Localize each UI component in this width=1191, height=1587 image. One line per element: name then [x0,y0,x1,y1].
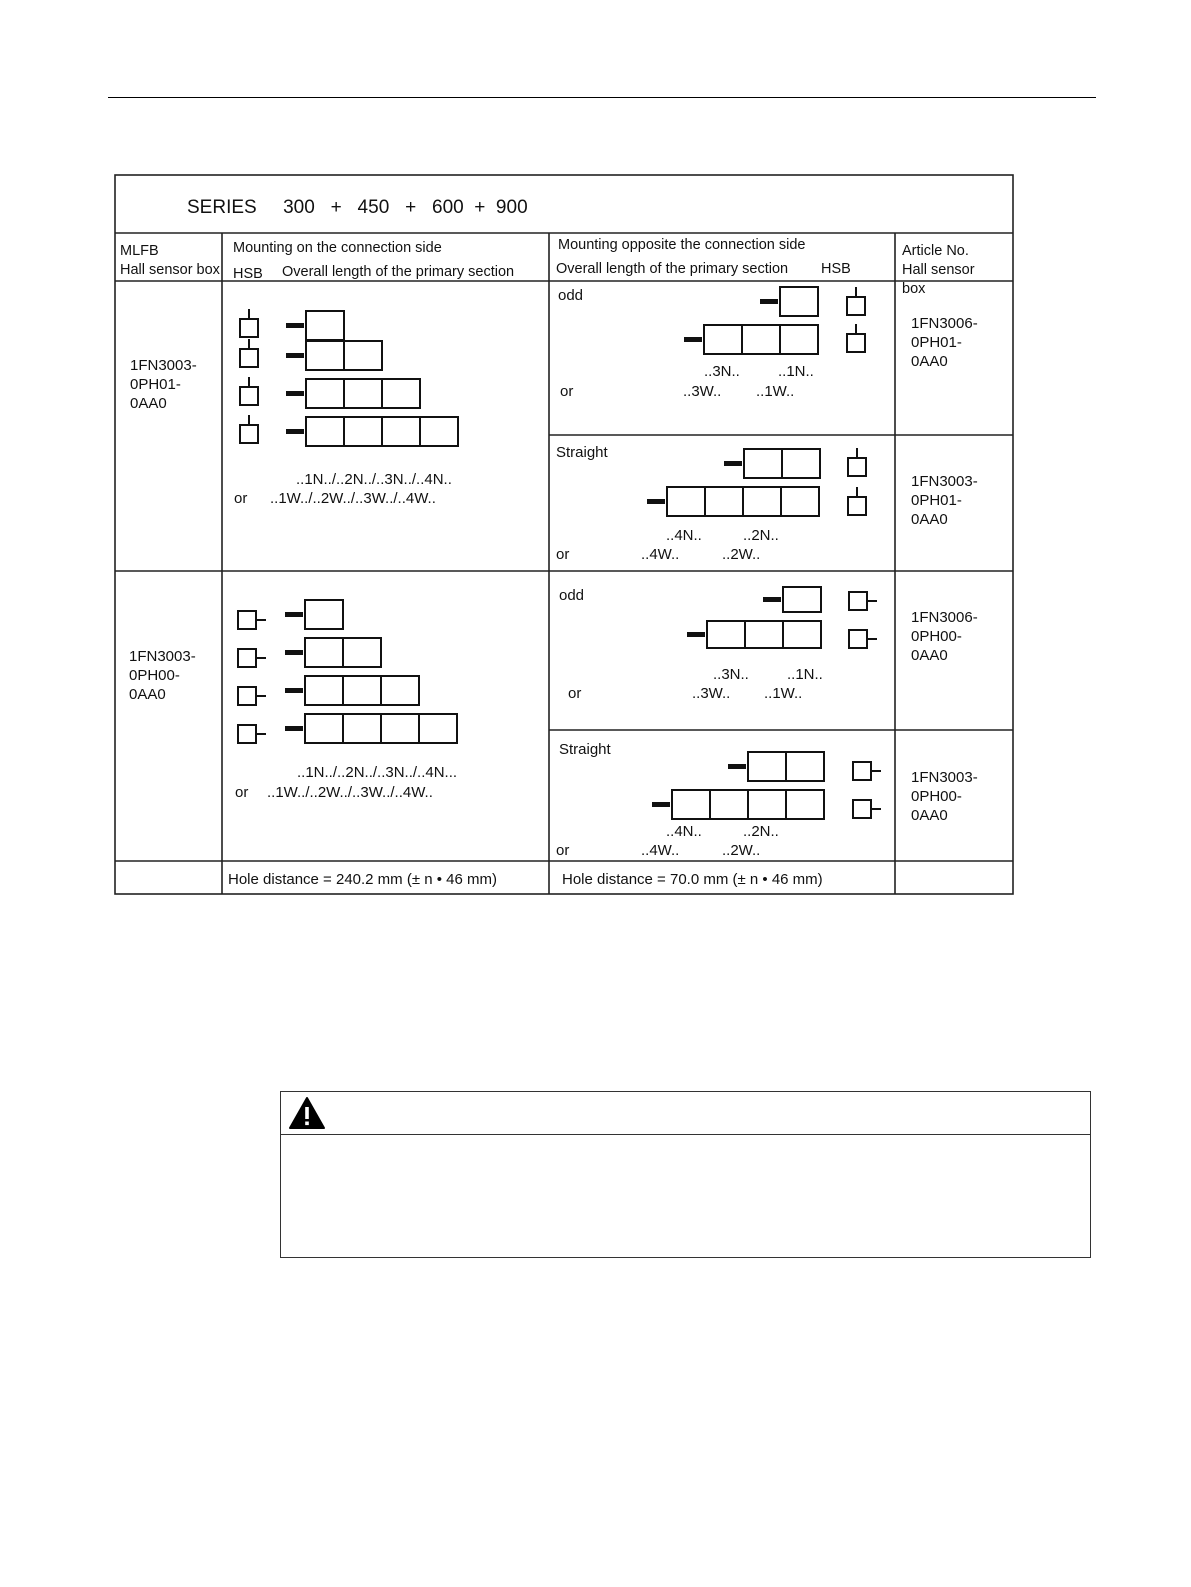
row2-conn-primary-2-segment [343,638,381,667]
row2-straight-primary-2-segment [748,752,786,781]
row1-straight-primary-4-segment [781,487,819,516]
header-mlfb: MLFB [120,243,159,259]
header-hsb-left: HSB [233,266,263,282]
row1-straight-code-4n: ..4N.. [666,527,702,544]
row2-odd-primary-3-plug [687,632,705,637]
row1-conn-hsb-1-box [240,319,258,337]
row1-odd-article-1: 1FN3006- [911,315,978,332]
row2-odd-label: odd [559,587,585,604]
row2-odd-article-2: 0PH00- [911,628,962,645]
row1-odd-code-3n: ..3N.. [704,363,740,380]
row1-odd-primary-3-segment [704,325,742,354]
row1-odd-primary-1-plug [760,299,778,304]
row1-odd-primary-3-segment [780,325,818,354]
row1-conn-hsb-2-box [240,349,258,367]
row2-mlfb-line2: 0PH00- [129,667,180,684]
row2-conn-codes-n: ..1N../..2N../..3N../..4N... [297,764,458,781]
row1-straight-primary-2-plug [724,461,742,466]
row2-odd-primary-1-plug [763,597,781,602]
row1-conn-codes-n: ..1N../..2N../..3N../..4N.. [296,471,452,488]
row2-odd-article-3: 0AA0 [911,647,948,664]
row2-straight-code-4n: ..4N.. [666,823,702,840]
table-grid [115,175,1013,894]
header-hsb-right: HSB [821,261,851,277]
hole-distance-opposite: Hole distance = 70.0 mm (± n • 46 mm) [562,871,823,888]
row2-straight-article-3: 0AA0 [911,807,948,824]
row2-odd-or: or [568,685,582,702]
row1-conn-primary-3-plug [286,391,304,396]
row2-conn-primary-4-plug [285,726,303,731]
row1-conn-primary-4-segment [382,417,420,446]
row1-odd-code-1w: ..1W.. [756,383,795,400]
header-article-no: Article No. [902,243,969,259]
row1-conn-or: or [234,490,248,507]
row2-odd-code-3w: ..3W.. [692,685,731,702]
row1-straight-primary-4-segment [705,487,743,516]
row1-conn-hsb-4-box [240,425,258,443]
row2-conn-primary-3-plug [285,688,303,693]
header-hall-sensor-box: Hall sensor box [120,262,220,278]
row2-conn-primary-3-segment [305,676,343,705]
row2-mlfb-line1: 1FN3003- [129,648,196,665]
header-hall-sensor: Hall sensor [902,262,975,278]
row1-straight-primary-4-segment [667,487,705,516]
row1-straight-hsb-2-box [848,458,866,476]
row1-straight-hsb-4-box [848,497,866,515]
row2-conn-primary-3-segment [343,676,381,705]
row1-odd-label: odd [558,287,584,304]
row2-conn-or: or [235,784,249,801]
row1-odd-article-2: 0PH01- [911,334,962,351]
row2-straight-or: or [556,842,570,859]
row2-conn-primary-4-segment [381,714,419,743]
row1-odd-primary-1-segment [780,287,818,316]
row1-odd-primary-3-segment [742,325,780,354]
row2-conn-primary-1-plug [285,612,303,617]
row1-straight-article-1: 1FN3003- [911,473,978,490]
row2-conn-primary-1-segment [305,600,343,629]
row2-odd-code-1w: ..1W.. [764,685,803,702]
row1-conn-codes-w: ..1W../..2W../..3W../..4W.. [270,490,436,507]
row1-conn-primary-4-segment [344,417,382,446]
row1-conn-primary-1-segment [306,311,344,340]
row2-straight-primary-4-segment [710,790,748,819]
row2-straight-primary-4-segment [672,790,710,819]
row2-conn-primary-2-segment [305,638,343,667]
row2-conn-hsb-3-box [238,687,256,705]
row1-straight-code-2w: ..2W.. [722,546,761,563]
row1-odd-primary-3-plug [684,337,702,342]
row2-straight-hsb-2-box [853,762,871,780]
row2-conn-primary-3-segment [381,676,419,705]
row2-straight-hsb-4-box [853,800,871,818]
row2-straight-label: Straight [559,741,611,758]
row2-odd-hsb-1-box [849,592,867,610]
row2-straight-primary-4-segment [748,790,786,819]
row1-conn-primary-2-segment [344,341,382,370]
warning-body [281,1135,1090,1258]
warning-header [281,1092,1090,1135]
row2-odd-primary-3-segment [783,621,821,648]
row2-conn-codes-w: ..1W../..2W../..3W../..4W.. [267,784,433,801]
hole-distance-connection: Hole distance = 240.2 mm (± n • 46 mm) [228,871,498,888]
row2-straight-primary-2-segment [786,752,824,781]
row1-straight-code-2n: ..2N.. [743,527,779,544]
row1-straight-primary-2-segment [744,449,782,478]
row2-straight-primary-4-segment [786,790,824,819]
row1-straight-primary-2-segment [782,449,820,478]
header-box: box [902,281,926,297]
row2-straight-article-1: 1FN3003- [911,769,978,786]
row1-conn-primary-2-plug [286,353,304,358]
row1-odd-hsb-1-box [847,297,865,315]
row1-straight-article-3: 0AA0 [911,511,948,528]
row1-odd-code-3w: ..3W.. [683,383,722,400]
warning-box [280,1091,1091,1258]
row2-conn-hsb-2-box [238,649,256,667]
row1-mlfb-line3: 0AA0 [130,395,167,412]
row1-conn-primary-4-plug [286,429,304,434]
row2-conn-primary-4-segment [343,714,381,743]
row1-straight-primary-4-plug [647,499,665,504]
series-title: SERIES 300 + 450 + 600 + 900 [187,197,528,218]
row1-conn-primary-4-segment [420,417,458,446]
row1-odd-code-1n: ..1N.. [778,363,814,380]
header-overall-length-left: Overall length of the primary section [282,264,515,280]
header-mounting-opposite-side: Mounting opposite the connection side [558,237,806,253]
row1-straight-label: Straight [556,444,608,461]
row1-straight-primary-4-segment [743,487,781,516]
row2-conn-hsb-4-box [238,725,256,743]
row2-conn-primary-4-segment [419,714,457,743]
header-overall-length-right: Overall length of the primary section [556,261,789,277]
warning-triangle-icon [287,1095,327,1131]
row2-odd-code-1n: ..1N.. [787,666,823,683]
row1-conn-primary-1-plug [286,323,304,328]
row2-straight-article-2: 0PH00- [911,788,962,805]
row1-mlfb-line1: 1FN3003- [130,357,197,374]
row1-conn-hsb-3-box [240,387,258,405]
row1-conn-primary-2-segment [306,341,344,370]
row1-conn-primary-3-segment [382,379,420,408]
row1-odd-hsb-3-box [847,334,865,352]
row2-straight-code-2w: ..2W.. [722,842,761,859]
row2-odd-primary-3-segment [745,621,783,648]
row2-straight-primary-4-plug [652,802,670,807]
row1-conn-primary-3-segment [344,379,382,408]
row2-conn-primary-2-plug [285,650,303,655]
row2-straight-code-4w: ..4W.. [641,842,680,859]
row1-conn-primary-3-segment [306,379,344,408]
row2-odd-primary-3-segment [707,621,745,648]
row1-straight-code-4w: ..4W.. [641,546,680,563]
row2-straight-code-2n: ..2N.. [743,823,779,840]
row2-odd-article-1: 1FN3006- [911,609,978,626]
row2-odd-primary-1-segment [783,587,821,612]
row1-odd-or: or [560,383,574,400]
row2-conn-hsb-1-box [238,611,256,629]
row2-conn-primary-4-segment [305,714,343,743]
row2-straight-primary-2-plug [728,764,746,769]
row1-conn-primary-4-segment [306,417,344,446]
row2-odd-hsb-3-box [849,630,867,648]
row2-mlfb-line3: 0AA0 [129,686,166,703]
row1-straight-or: or [556,546,570,563]
header-mounting-connection-side: Mounting on the connection side [233,240,442,256]
row1-odd-article-3: 0AA0 [911,353,948,370]
row1-straight-article-2: 0PH01- [911,492,962,509]
row2-odd-code-3n: ..3N.. [713,666,749,683]
row1-mlfb-line2: 0PH01- [130,376,181,393]
